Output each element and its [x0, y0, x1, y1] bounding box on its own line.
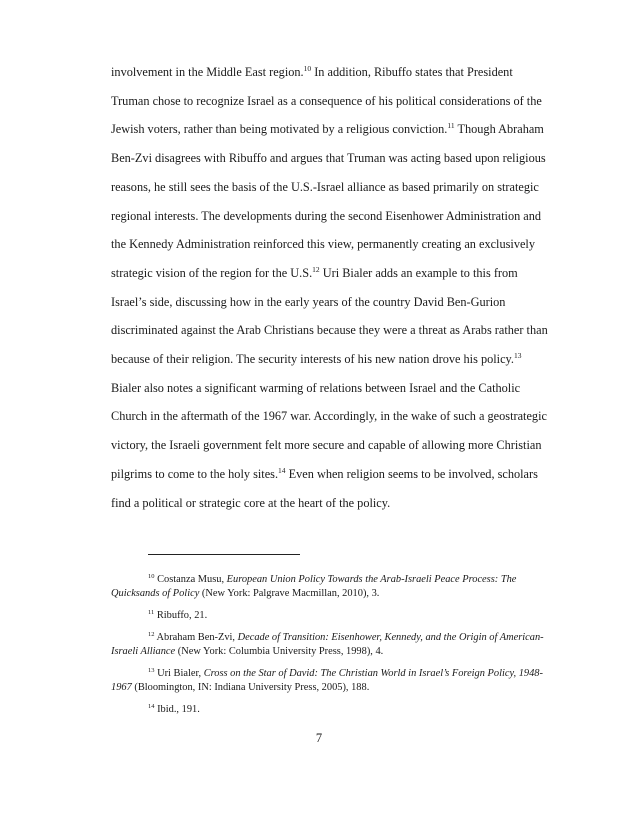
body-line: [111, 150, 546, 166]
line-text: find a political or strategic core at the heart of the policy.: [111, 495, 391, 510]
line-text: Bialer also notes a significant warming of relations between Israel and the Catholic: [111, 380, 521, 395]
line-text: Ben-Zvi disagrees with Ribuffo and argues that Truman was acting based upon religious: [111, 151, 546, 166]
footnote-line: [148, 573, 516, 587]
footnote-title: Cross on the Star of David: The Christian World in Israel’s Foreign Policy, 1948-: [203, 668, 543, 679]
footnote-reference[interactable]: 11: [447, 121, 455, 131]
footnote-title: Quicksands of Policy: [111, 588, 200, 599]
footnote-title: 1967: [111, 682, 132, 693]
body-line: [111, 466, 538, 482]
body-line: [111, 351, 521, 367]
line-text: strategic vision of the region for the U.S.: [111, 265, 313, 280]
line-text: victory, the Israeli government felt more secure and capable of allowing more Christian: [111, 438, 542, 453]
footnote-line: [148, 703, 200, 717]
line-text: Truman chose to recognize Israel as a consequence of his political considerations of the: [111, 93, 542, 108]
line-text: because of their religion. The security interests of his new nation drove his policy.: [111, 352, 514, 366]
line-text: pilgrims to come to the holy sites.: [111, 466, 279, 481]
line-text: Jewish voters, rather than being motivated by a religious conviction.: [111, 122, 448, 137]
footnote-text: (New York: Columbia University Press, 1998), 4.: [175, 646, 384, 657]
line-text: Even when religion seems to be involved, scholars: [285, 466, 538, 481]
footnote-text: (New York: Palgrave Macmillan, 2010), 3.: [199, 588, 380, 599]
footnote-separator: [148, 554, 300, 555]
body-line: [111, 265, 518, 281]
body-line: [111, 236, 535, 252]
footnote-text: Ribuffo, 21.: [154, 610, 208, 621]
footnote-line: [148, 631, 544, 645]
footnote-number: 13: [148, 667, 155, 674]
body-line: [111, 437, 541, 453]
footnote-line: [111, 645, 383, 659]
footnote-reference[interactable]: 12: [312, 264, 320, 274]
body-line: [111, 64, 513, 80]
body-line: [111, 495, 390, 511]
body-line: [111, 121, 544, 137]
body-line: [111, 208, 541, 224]
footnote-line: [111, 587, 379, 601]
footnote-text: (Bloomington, IN: Indiana University Press, 2005), 188.: [131, 682, 370, 693]
footnote-reference[interactable]: 13: [513, 351, 522, 360]
footnote-line: [111, 681, 369, 695]
footnote-text: Uri Bialer,: [154, 668, 204, 679]
page-number: 7: [315, 731, 323, 745]
body-line: [111, 294, 505, 310]
footnote-number: 10: [148, 573, 155, 580]
line-text: regional interests. The developments during the second Eisenhower Administration and: [111, 208, 542, 223]
body-line: [111, 380, 520, 396]
footnote-line: [148, 667, 543, 681]
footnote-title: Decade of Transition: Eisenhower, Kennedy, and the Origin of American-: [237, 632, 544, 643]
line-text: Uri Bialer adds an example to this from: [319, 265, 518, 280]
footnote-number: 14: [148, 703, 155, 710]
line-text: reasons, he still sees the basis of the U.S.-Israel alliance as based primarily on strategic: [111, 179, 539, 194]
footnote-text: Costanza Musu,: [154, 574, 227, 585]
line-text: Church in the aftermath of the 1967 war. Accordingly, in the wake of such a geostrategic: [111, 409, 547, 424]
footnote-number: 11: [148, 609, 155, 616]
body-line: [111, 93, 542, 109]
body-line: [111, 408, 547, 424]
footnote-reference[interactable]: 14: [278, 465, 286, 475]
line-text: Though Abraham: [454, 122, 544, 137]
footnote-reference[interactable]: 10: [303, 64, 312, 73]
footnote-title: Israeli Alliance: [111, 646, 176, 657]
footnote-line: [148, 609, 207, 623]
line-text: the Kennedy Administration reinforced this view, permanently creating an exclusively: [111, 237, 535, 252]
footnote-number: 12: [148, 631, 155, 638]
body-line: [111, 179, 539, 195]
line-text: In addition, Ribuffo states that President: [311, 65, 513, 79]
footnote-text: Ibid., 191.: [154, 704, 200, 715]
body-line: [111, 322, 548, 338]
line-text: discriminated against the Arab Christians because they were a threat as Arabs rather than: [111, 323, 548, 338]
footnote-text: Abraham Ben-Zvi,: [154, 632, 238, 643]
line-text: Israel’s side, discussing how in the early years of the country David Ben-Gurion: [111, 294, 506, 309]
footnote-title: European Union Policy Towards the Arab-Israeli Peace Process: The: [226, 574, 517, 585]
line-text: involvement in the Middle East region.: [111, 65, 304, 79]
